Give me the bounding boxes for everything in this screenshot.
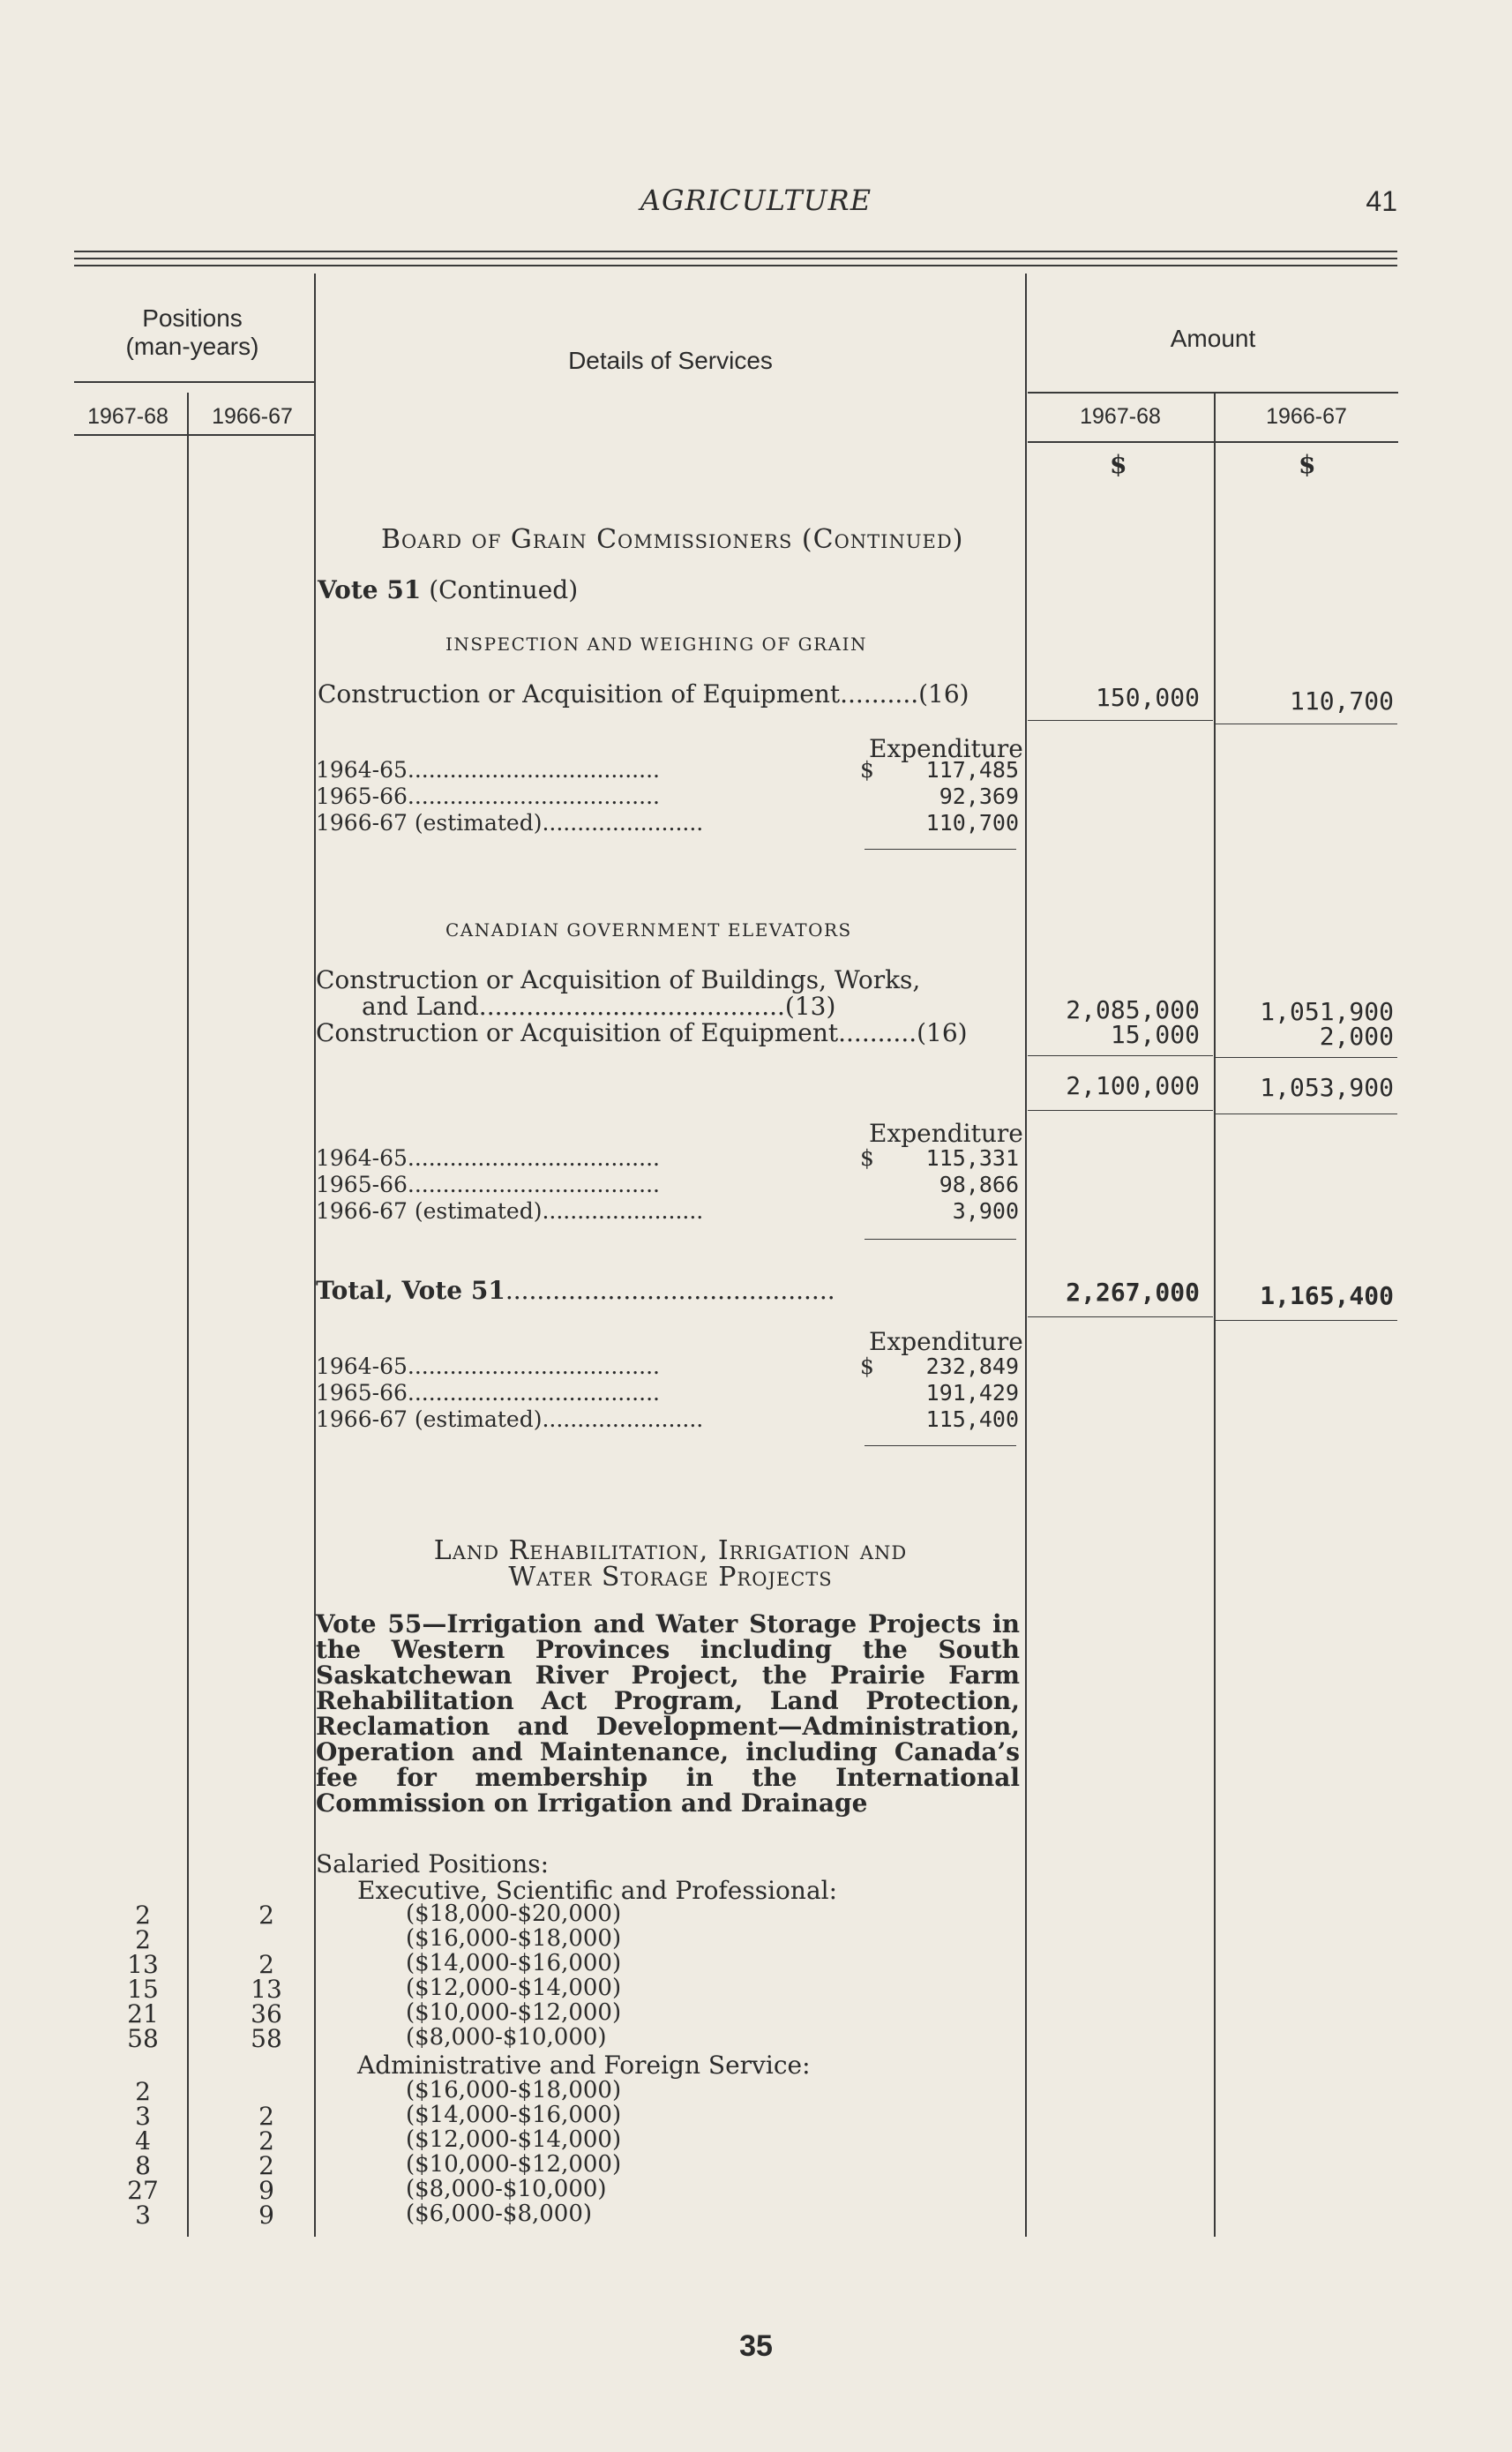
positions-header-rule (74, 381, 314, 383)
exp3-rule (865, 1445, 1016, 1446)
exec-row-5-p66: 36 (251, 1999, 282, 2028)
amt-year-rule (1028, 441, 1398, 443)
elevators-1-1966: 1,051,900 (1260, 997, 1394, 1026)
positions-header: Positions (man-years) (125, 304, 259, 360)
amount-header: Amount (1170, 325, 1256, 352)
elevators-line-1b: and Land.......................................(13) (362, 992, 836, 1021)
exec-row-6-p66: 58 (251, 2024, 282, 2053)
exp3-row-1-val: 232,849 (925, 1353, 1019, 1379)
exp3-row-2-year: 1965-66.................................... (316, 1380, 660, 1406)
land-heading-1: Land Rehabilitation, Irrigation and (433, 1535, 908, 1566)
top-rule-3 (74, 265, 1397, 266)
amount-header-rule (1028, 392, 1398, 394)
admin-row-4-range: ($10,000-$12,000) (406, 2151, 622, 2178)
admin-row-3-p67: 4 (135, 2126, 151, 2156)
footer-page-number: 35 (739, 2329, 773, 2363)
details-header: Details of Services (568, 347, 773, 374)
dollar-sign-1966: $ (1299, 450, 1316, 479)
exp1-row-1-year: 1964-65.................................... (316, 757, 660, 783)
exp1-row-3-year: 1966-67 (estimated)....................... (316, 810, 704, 836)
exp2-row-1-val: 115,331 (925, 1145, 1019, 1171)
col-divider-pos (187, 393, 189, 2237)
exp3-label: Expenditure (869, 1327, 1023, 1356)
admin-row-3-p66: 2 (258, 2126, 274, 2156)
vote-51-label: Vote 51 (318, 575, 422, 604)
vote-51-continued: (Continued) (429, 575, 579, 604)
exec-row-5-range: ($10,000-$12,000) (406, 1999, 622, 2026)
total-vote-51-1967: 2,267,000 (1066, 1278, 1200, 1307)
admin-row-2-range: ($14,000-$16,000) (406, 2102, 622, 2128)
exp2-rule (865, 1239, 1016, 1240)
exp3-row-1-year: 1964-65.................................... (316, 1353, 660, 1379)
total-rule-1967 (1028, 1316, 1213, 1317)
elevators-2-1966: 2,000 (1319, 1022, 1394, 1051)
elevators-line-2: Construction or Acquisition of Equipment..........(16) (316, 1018, 968, 1047)
admin-row-1-p67: 2 (135, 2077, 151, 2106)
exec-heading: Executive, Scientific and Professional: (357, 1876, 838, 1905)
exec-row-3-p66: 2 (258, 1950, 274, 1979)
exp2-label: Expenditure (869, 1119, 1023, 1148)
admin-row-3-range: ($12,000-$14,000) (406, 2126, 622, 2153)
admin-row-6-p66: 9 (258, 2201, 274, 2230)
exp3-row-3-year: 1966-67 (estimated)....................... (316, 1406, 704, 1432)
exp1-label: Expenditure (869, 734, 1023, 763)
exp3-row-1-cur: $ (860, 1353, 874, 1379)
inspection-heading: INSPECTION AND WEIGHING OF GRAIN (445, 634, 868, 655)
amt-year-1966: 1966-67 (1266, 404, 1347, 429)
inspection-1967-rule (1028, 720, 1213, 721)
admin-heading: Administrative and Foreign Service: (357, 2051, 811, 2080)
exp2-row-2-year: 1965-66.................................... (316, 1172, 660, 1197)
col-divider-amount (1214, 393, 1216, 2237)
admin-row-5-p66: 9 (258, 2176, 274, 2205)
elevators-top-rule-1967 (1028, 1055, 1213, 1056)
elevators-subtotal-1966: 1,053,900 (1260, 1073, 1394, 1102)
top-rule (74, 251, 1397, 252)
admin-row-4-p66: 2 (258, 2151, 274, 2180)
total-rule-1966 (1216, 1320, 1397, 1321)
exec-row-6-range: ($8,000-$10,000) (406, 2024, 607, 2051)
pos-year-1966: 1966-67 (212, 404, 293, 429)
total-vote-51-label: Total, Vote 51 (316, 1276, 505, 1305)
elevators-heading: CANADIAN GOVERNMENT ELEVATORS (445, 919, 852, 941)
dollar-sign-1967: $ (1110, 450, 1127, 479)
admin-row-1-range: ($16,000-$18,000) (406, 2077, 622, 2103)
exec-row-4-range: ($12,000-$14,000) (406, 1975, 622, 2001)
elevators-bottom-rule-1967 (1028, 1110, 1213, 1111)
admin-row-5-range: ($8,000-$10,000) (406, 2176, 607, 2202)
total-vote-51-1966: 1,165,400 (1260, 1281, 1394, 1310)
exec-row-1-p67: 2 (135, 1901, 151, 1930)
col-divider-details-right (1025, 274, 1027, 2237)
exec-row-2-range: ($16,000-$18,000) (406, 1925, 622, 1952)
elevators-1-1967: 2,085,000 (1066, 995, 1200, 1024)
exec-row-4-p67: 15 (127, 1975, 159, 2004)
exec-row-1-p66: 2 (258, 1901, 274, 1930)
admin-row-2-p67: 3 (135, 2102, 151, 2131)
salaried-heading: Salaried Positions: (316, 1849, 550, 1878)
admin-row-4-p67: 8 (135, 2151, 151, 2180)
inspection-1967: 150,000 (1095, 683, 1200, 712)
elevators-subtotal-1967: 2,100,000 (1066, 1071, 1200, 1100)
exp2-row-1-year: 1964-65.................................... (316, 1145, 660, 1171)
col-divider-details-left (314, 274, 316, 2237)
board-heading: Board of Grain Commissioners (Continued) (381, 524, 964, 555)
total-vote-51 (316, 1276, 835, 1305)
inspection-line: Construction or Acquisition of Equipment..........(16) (318, 679, 969, 709)
exp2-row-2-val: 98,866 (939, 1172, 1019, 1197)
admin-row-6-p67: 3 (135, 2201, 151, 2230)
exec-row-1-range: ($18,000-$20,000) (406, 1901, 622, 1927)
exp1-rule (865, 849, 1016, 850)
page-number: 41 (1366, 185, 1397, 217)
exp2-row-3-year: 1966-67 (estimated)....................... (316, 1198, 704, 1224)
vote-55-paragraph: Vote 55—Irrigation and Water Storage Projects in the Western Provinces including the South Saskatchewan River Project, the Prairie Farm Rehabilitation Act Program, Land Protection, Reclamation and Development—Administration, Operation and Maintenance, including Canada’s fee for membership in the International Commission on Irrigation and Drainage (316, 1609, 1020, 1818)
admin-row-5-p67: 27 (127, 2176, 159, 2205)
pos-year-rule (74, 434, 314, 436)
exp2-row-3-val: 3,900 (952, 1198, 1019, 1224)
elevators-top-rule-1966 (1216, 1057, 1397, 1058)
inspection-1966: 110,700 (1289, 686, 1394, 716)
exp2-row-1-cur: $ (860, 1145, 874, 1171)
exp3-row-2-val: 191,429 (925, 1380, 1019, 1406)
exec-row-3-p67: 13 (127, 1950, 159, 1979)
elevators-2-1967: 15,000 (1110, 1020, 1200, 1049)
exp1-row-2-val: 92,369 (939, 784, 1019, 809)
exec-row-4-p66: 13 (251, 1975, 282, 2004)
amt-year-1967: 1967-68 (1080, 404, 1161, 429)
elevators-line-1a: Construction or Acquisition of Buildings, Works, (316, 965, 921, 994)
pos-year-1967: 1967-68 (87, 404, 168, 429)
admin-row-6-range: ($6,000-$8,000) (406, 2201, 593, 2227)
exp3-row-3-val: 115,400 (925, 1406, 1019, 1432)
exec-row-3-range: ($14,000-$16,000) (406, 1950, 622, 1976)
exp1-row-2-year: 1965-66.................................... (316, 784, 660, 809)
vote-51-line (318, 575, 578, 604)
top-rule-2 (74, 258, 1397, 259)
exp1-row-3-val: 110,700 (925, 810, 1019, 836)
land-heading-2: Water Storage Projects (508, 1562, 833, 1593)
total-vote-51-dots: .......................................... (505, 1276, 835, 1305)
exp1-row-1-val: 117,485 (925, 757, 1019, 783)
exp1-row-1-cur: $ (860, 757, 874, 783)
page-title: AGRICULTURE (640, 184, 872, 217)
admin-row-2-p66: 2 (258, 2102, 274, 2131)
exec-row-6-p67: 58 (127, 2024, 159, 2053)
exec-row-5-p67: 21 (127, 1999, 159, 2028)
exec-row-2-p67: 2 (135, 1925, 151, 1954)
